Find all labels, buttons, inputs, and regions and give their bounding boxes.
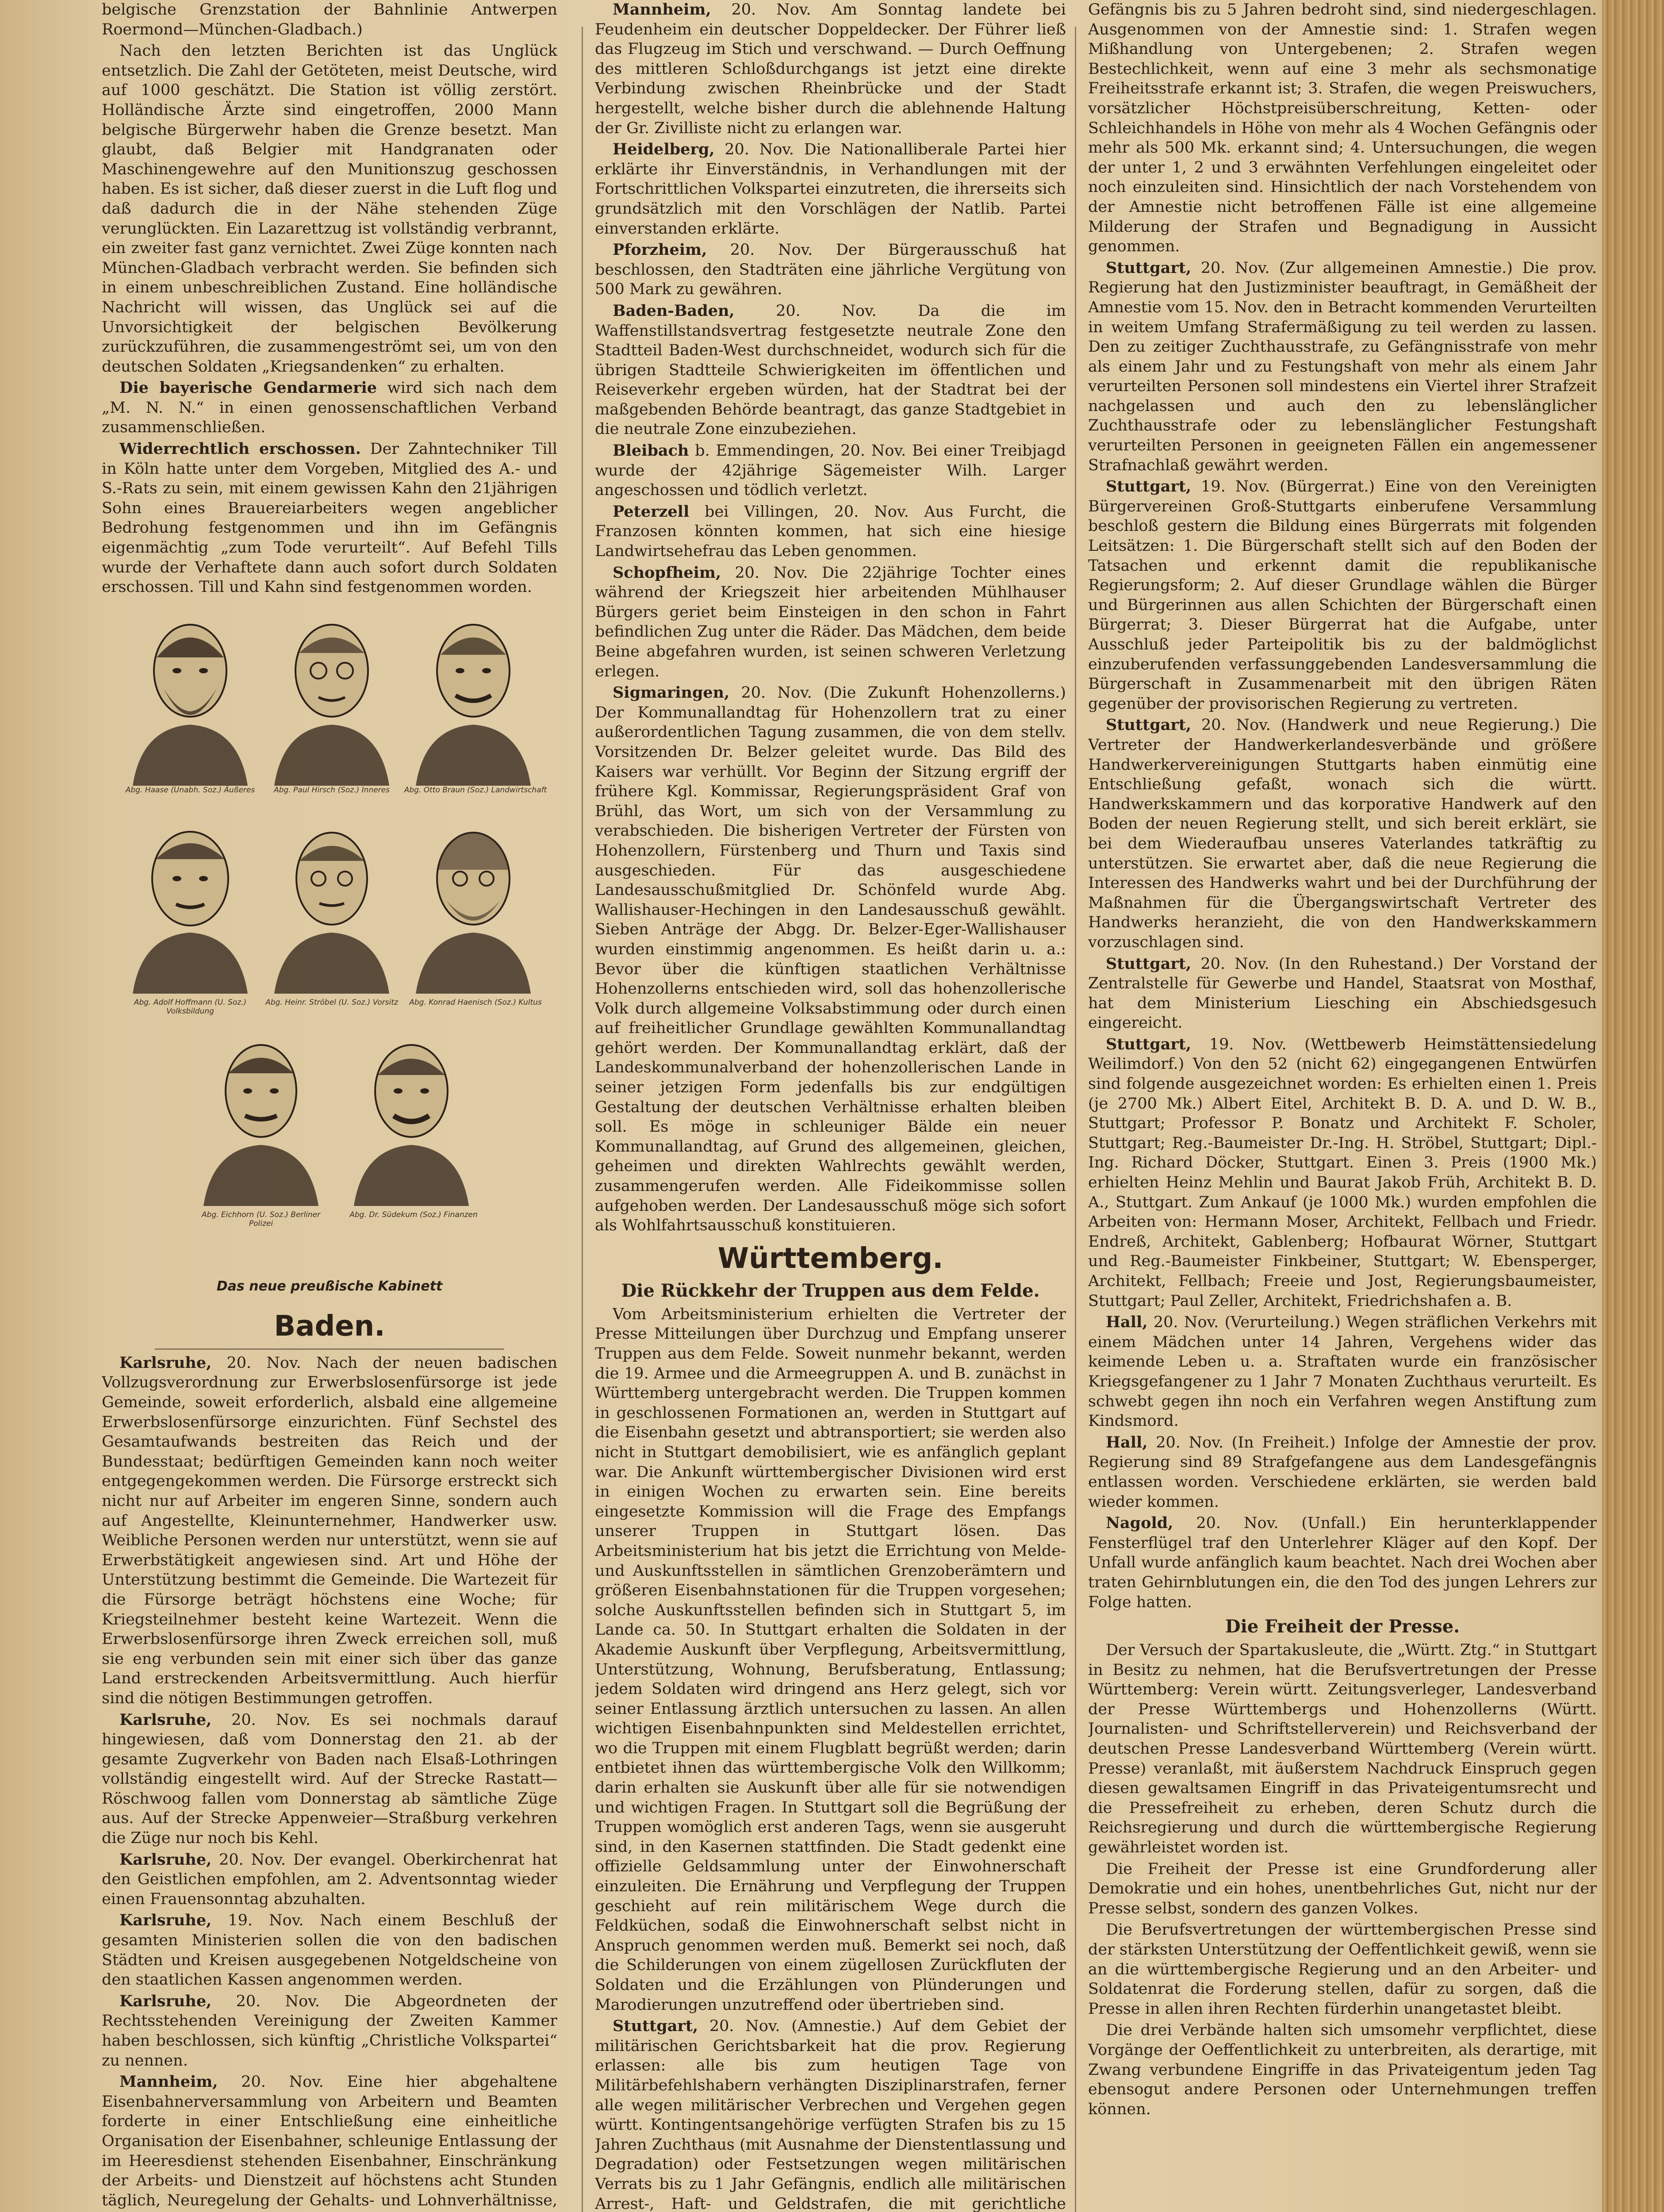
item-place: Mannheim,: [613, 0, 711, 19]
item-place: Stuttgart,: [613, 2017, 698, 2035]
item-text: 20. Nov. Die 22jährige Tochter eines während der Kriegszeit hier arbeitenden Mühlhauser Bürgers geriet beim Einsteigen in den schon in Fahrt befindlichen Zug unter die Räder. Das Mädchen, dem beide Beine abgefahren wurden, ist seinen schweren Verletzung erlegen.: [595, 564, 1066, 680]
item-place: Schopfheim,: [613, 563, 721, 582]
item-place: Hall,: [1106, 1313, 1148, 1332]
news-item: [102, 2072, 557, 2212]
paragraph: Die drei Verbände halten sich umsomehr verpflichtet, diese Vorgänge der Oeffentlichkeit zu unterbreiten, als derartige, mit Zwang verbundene Eingriffe in das Privateigentum jeden Tag ebensogut andere Personen oder Unternehmungen treffen können.: [1088, 2021, 1597, 2118]
item-text: 20. Nov. (Die Zukunft Hohenzollerns.) Der Kommunallandtag für Hohenzollern trat zu einer außerordentlichen Tagung zusammen, die von dem stellv. Vorsitzenden Dr. Belzer geleitet wurde. Das Bild des Kaisers war verhüllt. Vor Beginn der Sitzung ergriff der frühere Kgl. Kommissar, Regierungspräsident Graf von Brühl, das Wort, um sich von der Versammlung zu verabschieden. Die bisherigen Vertreter der Fürsten von Hohenzollern, Fürstenberg und Thurn und Taxis sind ausgeschieden. Für das ausgeschiedene Landesausschußmitglied Dr. Schönfeld wurde Abg. Wallishauser-Hechingen in den Landesausschuß gewählt. Sieben Anträge der Abgg. Dr. Belzer-Eger-Wallishauser wurden einstimmig angenommen. Es heißt darin u. a.: Bevor über die künftigen staatlichen Verhältnisse Hohenzollerns entschieden wird, soll das hohenzollerische Volk durch allgemeine Volksabstimmung oder durch einen auf freiheitlicher Grundlage gewählten Kommunallandtag gehört werden. Der Kommunallandtag erklärt, daß der Landeskommunalverband der hohenzollerischen Lande in seiner jetzigen Form jedenfalls bis zur endgültigen Gestaltung der deutschen Verhältnisse erhalten bleiben soll. Es möge in schleuniger Bälde ein neuer Kommunallandtag, auf Grund des allgemeinen, gleichen, geheimen und direkten Wahlrechts gewählt werden, zusammengerufen werden. Alle Fideikommisse sollen aufgehoben werden. Der Landesausschuß möge sich sofort als Wohlfahrtsausschuß konstituieren.: [595, 684, 1066, 1235]
item-text: 19. Nov. (Wettbewerb Heimstättensiedelung Weilimdorf.) Von den 52 (nicht 62) eingegangenen Entwürfen sind folgende ausgezeichnet worden: Es erhielten einen 1. Preis (je 2700 Mk.) Albert Eitel, Architekt B. D. A. und D. W. B., Stuttgart; Professor P. Bonatz und Architekt F. Scholer, Stuttgart; Reg.-Baumeister Dr.-Ing. H. Ströbel, Stuttgart; Dipl.-Ing. Richard Döcker, Stuttgart. Einen 3. Preis (1900 Mk.) erhielten Heinz Mehlin und Baurat Jakob Früh, Architekt B. D. A., Stuttgart. Zum Ankauf (je 1000 Mk.) wurden empfohlen die Arbeiten von: Hermann Moser, Architekt, Fellbach und Friedr. Endreß, Architekt, Gablenberg; Hofbaurat Wörner, Stuttgart und Reg.-Baumeister Finkbeiner, Stuttgart; W. Ebensperger, Architekt, Fellbach; Freeie und Jost, Regierungsbaumeister, Stuttgart; Paul Zeller, Architekt, Friedrichshafen a. B.: [1088, 1035, 1597, 1310]
item-place: Stuttgart,: [1106, 716, 1192, 734]
item-text: 20. Nov. Da die im Waffenstillstandsvertrag festgesetzte neutrale Zone den Stadtteil Baden-West durchschneidet, wodurch sich für die übrigen Stadtteile Schwierigkeiten im öffentlichen und Reiseverkehr ergeben würden, hat der Stadtrat bei der maßgebenden Behörde beantragt, das ganze Stadtgebiet in die neutrale Zone einzubeziehen.: [595, 302, 1066, 438]
item-place: Stuttgart,: [1106, 477, 1192, 496]
column-1: [102, 0, 557, 2212]
paragraph: Der Versuch der Spartakusleute, die „Württ. Ztg.“ in Stuttgart in Besitz zu nehmen, hat die Berufsvertretungen der Presse Württemberg: Verein württ. Zeitungsverleger, Landesverband der Presse Württembergs und Hohenzollerns (Württ. Journalisten- und Schriftstellerverein) und Reichsverband der deutschen Presse Landesverband Württemberg (Verein württ. Presse) veranlaßt, mit äußerstem Nachdruck Einspruch gegen diesen gewaltsamen Eingriff in das Privateigentumsrecht und die Pressefreiheit zu erheben, deren Schutz durch die Reichsregierung und durch die württembergische Regierung gewährleistet worden ist.: [1088, 1641, 1597, 1857]
item-place: Stuttgart,: [1106, 258, 1192, 277]
portrait-caption: Abg. Paul Hirsch (Soz.) Inneres: [274, 785, 390, 795]
portrait-illustration: [270, 609, 394, 786]
item-text: 20. Nov. Es sei nochmals darauf hingewiesen, daß vom Donnerstag den 21. ab der gesamte Zugverkehr von Baden nach Elsaß-Lothringen vollständig eingestellt wird. Auf der Strecke Rastatt—Röschwoog fallen vom Donnerstag ab sämtliche Züge aus. Auf der Strecke Appenweier—Straßburg verkehren die Züge nur noch bis Kehl.: [102, 1711, 557, 1847]
item-place: Stuttgart,: [1106, 1035, 1192, 1053]
item-text: 19. Nov. (Bürgerrat.) Eine von den Vereinigten Bürgervereinen Groß-Stuttgarts einberufene Versammlung beschloß gestern die Bildung eines Bürgerrats mit folgenden Leitsätzen: 1. Die Bürgerschaft stellt sich auf den Boden der Tatsachen und erkennt damit die republikanische Regierungsform; 2. Auf dieser Grundlage wählen die Bürger und Bürgerinnen aus allen Schichten der Bürgerschaft einen Bürgerrat; 3. Dieser Bürgerrat hat die Aufgabe, unter Ausschluß jeder Parteipolitik bis zu der baldmöglichst einzuberufenden verfassunggebenden Landesversammlung die Bürgerschaft in Zusammenarbeit mit den übrigen Räten gegenüber der provisorischen Regierung zu vertreten.: [1088, 478, 1597, 713]
news-item: [1088, 1313, 1597, 1431]
item-text: Der Zahntechniker Till in Köln hatte unter dem Vorgeben, Mitglied des A.- und S.-Rats zu sein, mit einem gewissen Kahn den 21jährigen Sohn eines Brauereiarbeiters wegen angeblicher Bedrohung festgenommen und ihn im Gefängnis eigenmächtig „zum Tode verurteilt“. Auf Befehl Tills wurde der Verhaftete dann auch sofort durch Soldaten erschossen. Till und Kahn sind festgenommen worden.: [102, 440, 557, 596]
section-heading-wuerttemberg: Württemberg.: [717, 1242, 943, 1275]
item-text: 20. Nov. (In Freiheit.) Infolge der Amnestie der prov. Regierung sind 89 Strafgefangene aus dem Landesgefängnis entlassen worden. Verschiedene erklärten, sie werden bald wieder kommen.: [1088, 1433, 1597, 1511]
item-text: 20. Nov. (Zur allgemeinen Amnestie.) Die prov. Regierung hat den Justizminister beauftragt, in Gemäßheit der Amnestie vom 15. Nov. den in Betracht kommenden Verurteilten in weitem Umfang Strafermäßigung zu teil werden zu lassen. Den zu zeitiger Zuchthausstrafe, zu Gefängnisstrafe von mehr als einem Jahr und zu Festungshaft von mehr als einem Jahr verurteilten Personen soll mindestens ein Viertel ihrer Strafzeit nachgelassen und auch den zu lebenslänglicher Zuchthausstrafe oder zu lebenslänglicher Festungshaft verurteilten Personen in geeigneten Fällen ein angemessener Strafnachlaß gewährt werden.: [1088, 259, 1597, 474]
item-place: Karlsruhe,: [119, 1850, 212, 1869]
news-item: [102, 378, 557, 438]
portrait-illustration: [411, 609, 535, 786]
paragraph: belgische Grenzstation der Bahnlinie Antwerpen Roermond—München-Gladbach.): [102, 1, 557, 38]
item-place: Heidelberg,: [613, 140, 715, 159]
news-item: [1088, 477, 1597, 714]
item-place: Karlsruhe,: [119, 1353, 212, 1372]
news-item: [102, 1911, 557, 1989]
column-2: [595, 0, 1066, 2212]
paragraph: Die Berufsvertretungen der württembergischen Presse sind der stärksten Unterstützung der Oeffentlichkeit gewiß, wenn sie an die württembergische Regierung und an den Arbeiter- und Soldatenrat die Forderung stellen, dafür zu sorgen, daß die Presse in allen ihren Rechten fürderhin unangetastet bleibt.: [1088, 1921, 1597, 2018]
news-item: [595, 301, 1066, 439]
item-text: b. Emmendingen, 20. Nov. Bei einer Treibjagd wurde der 42jährige Sägemeister Wilh. Larger angeschossen und tödlich verletzt.: [595, 442, 1066, 499]
item-text: 20. Nov. (Verurteilung.) Wegen sträflichen Verkehrs mit einem Mädchen unter 14 Jahren, Vergehens wider das keimende Leben u. a. Straftaten wurde ein französischer Kriegsgefangener zu 1 Jahr 7 Monaten Zuchthaus verurteilt. Es schwebt gegen ihn noch ein Verfahren wegen Anstiftung zum Kindsmord.: [1088, 1313, 1597, 1430]
news-item: [595, 0, 1066, 138]
news-item: [102, 1710, 557, 1848]
news-item: [595, 563, 1066, 682]
news-item: [102, 439, 557, 597]
page-edge-stack: [1602, 0, 1664, 2212]
portrait-caption: Abg. Otto Braun (Soz.) Landwirtschaft: [404, 785, 547, 795]
cabinet-portraits-figure: [102, 604, 557, 1303]
item-place: Bleibach: [613, 442, 689, 460]
news-item: [102, 1353, 557, 1709]
article-heading: Die Rückkehr der Truppen aus dem Felde.: [621, 1280, 1040, 1301]
item-text: 20. Nov. Nach der neuen badischen Vollzugsverordnung zur Erwerbslosenfürsorge ist jede Gemeinde, soweit erforderlich, alsbald eine allgemeine Erwerbslosenfürsorge einzurichten. Fünf Sechstel des Gesamtaufwands bestreiten das Reich und der Bundesstaat; bedürftigen Gemeinden kann noch weiter entgegengekommen werden. Die Fürsorge erstreckt sich nicht nur auf Arbeiter im engeren Sinne, sondern auch auf Angestellte, Kleinunternehmer, Handwerker usw. Weibliche Personen werden nur unterstützt, wenn sie auf Erwerbstätigkeit angewiesen sind. Art und Höhe der Unterstützung bestimmt die Gemeinde. Die Wartezeit für die Fürsorge beträgt höchstens eine Woche; für Kriegsteilnehmer besteht keine Wartezeit. Wenn die Erwerbslosenfürsorge ihren Zweck erreichen soll, muß sie eng verbunden sein mit einer sich über das ganze Land erstreckenden Arbeitsvermittlung. Auch hierfür sind die nötigen Bestimmungen getroffen.: [102, 1354, 557, 1707]
item-place: Baden-Baden,: [613, 301, 735, 320]
column-3: [1088, 0, 1597, 2212]
portrait-caption: Abg. Konrad Haenisch (Soz.) Kultus: [409, 998, 542, 1007]
paragraph: Gefängnis bis zu 5 Jahren bedroht sind, sind niedergeschlagen. Ausgenommen von der Amnestie sind: 1. Strafen wegen Mißhandlung von Untergebenen; 2. Strafen wegen Bestechlichkeit, wenn auf eine 3 mehr als sechsmonatige Freiheitsstrafe erkannt ist; 3. Strafen, die wegen Preiswuchers, vorsätzlicher Höchstpreisüberschreitung, Ketten- oder Schleichhandels in Höhe von mehr als 4 Wochen Gefängnis oder mehr als 500 Mk. erkannt sind; 4. Untersuchungen, die wegen der unter 1, 2 und 3 erwähnten Verfehlungen eingeleitet oder noch einzuleiten sind. Hinsichtlich der nach Vorstehendem von der Amnestie nicht betroffenen Fälle ist eine allgemeine Milderung der Strafen und Begnadigung in Aussicht genommen.: [1088, 1, 1597, 256]
news-item: [1088, 954, 1597, 1033]
item-place: Sigmaringen,: [613, 684, 730, 702]
item-text: 20. Nov. Eine hier abgehaltene Eisenbahnerversammlung von Arbeitern und Beamten forderte in einer Entschließung eine einheitliche Organisation der Eisenbahner, schleunige Entlassung der im Heeresdienst stehenden Eisenbahner, Einschränkung der Arbeits- und Dienstzeit auf höchstens acht Stunden täglich, Neuregelung der Gehalts- und Lohnverhältnisse,: [102, 2073, 557, 2209]
news-item: [1088, 258, 1597, 476]
portrait-caption: Abg. Heinr. Ströbel (U. Soz.) Vorsitz: [265, 998, 398, 1007]
news-item: [1088, 1513, 1597, 1612]
news-item: [1088, 1035, 1597, 1311]
paragraph: Vom Arbeitsministerium erhielten die Vertreter der Presse Mitteilungen über Durchzug und Empfang unserer Truppen aus dem Felde. Soweit nunmehr bekannt, werden die 19. Armee und die Armeegruppen A. und B. zunächst in Württemberg untergebracht werden. Die Truppen kommen in geschlossenen Formationen an, werden in Stuttgart auf die Eisenbahn gesetzt und abtransportiert; sie werden also nicht in Stuttgart demobilisiert, wie es anfänglich geplant war. Die Ankunft württembergischer Divisionen wird erst in einigen Wochen zu erwarten sein. Eine bereits eingesetzte Kommission will die Frage des Empfangs unserer Truppen in Stuttgart lösen. Das Arbeitsministerium hat bis jetzt die Errichtung von Melde- und Auskunftsstellen in sämtlichen Grenzoberämtern und größeren Eisenbahnstationen für die Truppen vorgesehen; solche Auskunftsstellen befinden sich in Stuttgart 5, im Lande ca. 50. In Stuttgart erhalten die Soldaten in der Akademie Auskunft über Verpflegung, Arbeitsvermittlung, Unterstützung, Wohnung, Berufsberatung, Entlassung; jedem Soldaten wird dringend ans Herz gelegt, sich vor seiner Entlassung ärztlich untersuchen zu lassen. An allen wichtigen Eisenbahnpunkten sind Meldestellen errichtet, wo die Truppen mit einem Flugblatt begrüßt werden; darin entbietet ihnen das württembergische Volk den Willkomm; darin erhalten sie Auskunft über alle für sie notwendigen und wichtigen Fragen. In Stuttgart soll die Begrüßung der Truppen womöglich erst anderen Tags, wenn sie ausgeruht sind, in den Kasernen stattfinden. Die Stadt gedenkt eine offizielle Geldsammlung unter der Einwohnerschaft einzuleiten. Die Ernährung und Verpflegung der Truppen geschieht auf rein militärischem Wege durch die Feldküchen, sodaß die Einwohnerschaft selbst nicht in Anspruch genommen werden muß. Bemerkt sei noch, daß die Schilderungen von einem zügellosen Zurückfluten der Soldaten und die Erzählungen von Plünderungen und Marodierungen unzutreffend oder übertrieben sind.: [595, 1305, 1066, 2014]
item-place: Hall,: [1106, 1433, 1148, 1452]
item-text: 20. Nov. (Unfall.) Ein herunterklappender Fensterflügel traf den Unterlehrer Kläger auf den Kopf. Der Unfall wurde anfänglich kaum beachtet. Nach drei Wochen aber traten Gehirnblutungen ein, die den Tod des jungen Lehrers zur Folge hatten.: [1088, 1514, 1597, 1611]
item-text: 20. Nov. Am Sonntag landete bei Feudenheim ein deutscher Doppeldecker. Der Führer ließ das Flugzeug im Stich und verschwand. — Durch Oeffnung des mittleren Schloßdurchgangs ist jetzt eine direkte Verbindung zwischen Rheinbrücke und der Stadt hergestellt, welche bisher durch die ablehnende Haltung der Gr. Zivilliste nicht zu erlangen war.: [595, 1, 1066, 137]
column-rule: [582, 27, 583, 2212]
column-rule: [1075, 27, 1076, 2212]
item-text: 20. Nov. (Amnestie.) Auf dem Gebiet der militärischen Gerichtsbarkeit hat die prov. Regierung erlassen: alle bis zum heutigen Tage von Militärbefehlshabern verhängten Disziplinarstrafen, ferner alle wegen militärischer Verbrechen und Vergehen gegen württ. Kontingentsangehörige verfügten Strafen bis zu 15 Jahren Zuchthaus (mit Ausnahme der Dienstentlassung und Degradation) oder Festsetzungen wegen militärischen Verrats bis zu 1 Jahr Gefängnis, endlich alle militärischen Arrest-, Haft- und Geldstrafen, die mit gerichtliche: [595, 2017, 1066, 2212]
news-item: [102, 1850, 557, 1909]
item-place: Stuttgart,: [1106, 954, 1192, 973]
news-item: [595, 240, 1066, 300]
item-text: wird sich nach dem „M. N. N.“ in einen genossenschaftlichen Verband zusammenschließen.: [102, 379, 557, 437]
item-text: 20. Nov. Der Bürgerausschuß hat beschlossen, den Stadträten eine jährliche Vergütung von 500 Mark zu gewähren.: [595, 241, 1066, 299]
portrait-caption: Abg. Eichhorn (U. Soz.) Berliner Polizei: [201, 1210, 321, 1228]
item-text: 20. Nov. Die Nationalliberale Partei hier erklärte ihr Einverständnis, in Verhandlungen mit der Fortschrittlichen Volkspartei einzutreten, die ihrerseits sich grundsätzlich mit den Vorschlägen der Natlib. Partei einverstanden erklärte.: [595, 141, 1066, 238]
portrait-caption: Abg. Haase (Unabh. Soz.) Äußeres: [125, 785, 255, 795]
portrait-caption: Abg. Adolf Hoffmann (U. Soz.) Volksbildung: [134, 998, 247, 1016]
item-place: Pforzheim,: [613, 241, 707, 259]
item-text: 19. Nov. Nach einem Beschluß der gesamten Ministerien sollen die von den badischen Städten und Kreisen ausgegebenen Notgeldscheine von den staatlichen Kassen angenommen werden.: [102, 1912, 557, 1989]
portrait-illustration: [411, 817, 535, 994]
paragraph: Nach den letzten Berichten ist das Unglück entsetzlich. Die Zahl der Getöteten, meist Deutsche, wird auf 1000 geschätzt. Die Station ist völlig zerstört. Holländische Ärzte sind eingetroffen, 2000 Mann belgische Bürgerwehr haben die Grenze besetzt. Man glaubt, daß Belgier mit Handgranaten oder Maschinengewehre auf den Munitionszug geschossen haben. Es ist sicher, daß dieser zuerst in die Luft flog und daß dadurch die in der Nähe stehenden Züge verunglückten. Ein Lazarettzug ist vollständig verbrannt, ein zweiter fast ganz vernichtet. Zwei Züge konnten nach München-Gladbach verbracht werden. Sie befinden sich in einem unbeschreiblichen Zustand. Eine holländische Nachricht will wissen, das Unglück sei auf die Unvorsichtigkeit der belgischen Bevölkerung zurückzuführen, die zusammengeströmt sei, um von den deutschen Soldaten „Kriegsandenken“ zu erhalten.: [102, 42, 557, 376]
section-divider: [155, 1348, 504, 1350]
portrait-caption: Abg. Dr. Südekum (Soz.) Finanzen: [349, 1210, 478, 1219]
item-text: 20. Nov. (Handwerk und neue Regierung.) Die Vertreter der Handwerkerlandesverbände und größere Handwerkervereinigungen Stuttgarts haben einmütig eine Entschließung gefaßt, wonach sich die württ. Handwerkskammern und das korporative Handwerk auf den Boden der neuen Regierung stellt, und sich bereit erklärt, sie bei dem Wiederaufbau unseres Vaterlandes tatkräftig zu unterstützen. Sie erwartet aber, daß die neue Regierung die Interessen des Handwerks wahrt und bei der Durchführung der Maßnahmen für die Übergangswirtschaft Vertreter des Handwerks heranzieht, die von den Handwerkskammern vorzuschlagen sind.: [1088, 716, 1597, 951]
item-place: Karlsruhe,: [119, 1710, 212, 1729]
news-item: [102, 1992, 557, 2070]
section-heading-baden: Baden.: [274, 1310, 385, 1343]
item-place: Peterzell: [613, 502, 690, 521]
portrait-illustration: [128, 817, 252, 994]
news-item: [595, 2016, 1066, 2212]
news-item: [595, 502, 1066, 561]
portrait-illustration: [199, 1029, 323, 1206]
portrait-illustration: [128, 609, 252, 786]
item-text: bei Villingen, 20. Nov. Aus Furcht, die Franzosen könnten kommen, hat sich eine hiesige Landwirtsehefrau das Leben genommen.: [595, 503, 1066, 561]
figure-caption: Das neue preußische Kabinett: [216, 1278, 443, 1294]
item-place: Nagold,: [1106, 1514, 1173, 1532]
news-item: [595, 140, 1066, 238]
news-item: [1088, 715, 1597, 952]
news-item: [595, 683, 1066, 1236]
portrait-illustration: [270, 817, 394, 994]
paragraph: Die Freiheit der Presse ist eine Grundforderung aller Demokratie und ein hohes, unentbehrliches Gut, nicht nur der Presse selbst, sondern des ganzen Volkes.: [1088, 1860, 1597, 1917]
news-item: [595, 441, 1066, 500]
item-text: 20. Nov. Die Abgeordneten der Rechtsstehenden Vereinigung der Zweiten Kammer haben beschlossen, sich künftig „Christliche Volkspartei“ zu nennen.: [102, 1992, 557, 2070]
item-place: Karlsruhe,: [119, 1992, 212, 2010]
portrait-illustration: [349, 1029, 473, 1206]
article-heading: Die Freiheit der Presse.: [1225, 1616, 1460, 1637]
news-item: [1088, 1433, 1597, 1512]
item-head: Die bayerische Gendarmerie: [119, 379, 377, 397]
item-place: Karlsruhe,: [119, 1911, 212, 1930]
item-place: Mannheim,: [119, 2073, 218, 2091]
item-head: Widerrechtlich erschossen.: [119, 440, 361, 458]
item-text: 20. Nov. (In den Ruhestand.) Der Vorstand der Zentralstelle für Gewerbe und Handel, Staatsrat von Mosthaf, hat dem Ministerium Liesching ein Abschiedsgesuch eingereicht.: [1088, 955, 1597, 1032]
item-text: 20. Nov. Der evangel. Oberkirchenrat hat den Geistlichen empfohlen, am 2. Adventsonntag wieder einen Frauensonntag abzuhalten.: [102, 1851, 557, 1908]
